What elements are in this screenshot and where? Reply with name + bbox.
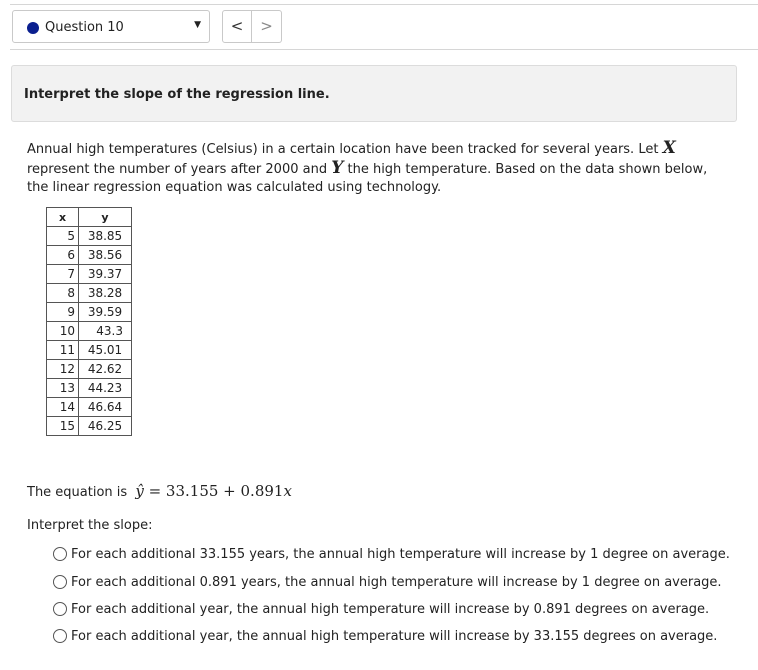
y-cell: 38.28	[79, 284, 132, 303]
math-var-x: X	[662, 138, 676, 158]
answer-option-text: For each additional 33.155 years, the annual high temperature will increase by 1 degree on average.	[71, 546, 730, 562]
y-cell: 39.37	[79, 265, 132, 284]
x-cell: 14	[47, 398, 79, 417]
dropdown-arrow-icon: ▼	[194, 20, 201, 30]
radio-button[interactable]	[53, 602, 67, 616]
regression-equation	[27, 482, 292, 500]
problem-statement	[27, 139, 732, 197]
question-label: Question 10	[45, 20, 124, 35]
answer-option-text: For each additional year, the annual high temperature will increase by 0.891 degrees on average.	[71, 601, 710, 617]
table-row	[47, 341, 132, 360]
y-cell: 45.01	[79, 341, 132, 360]
table-row	[47, 303, 132, 322]
equation-rhs: = 33.155 + 0.891	[143, 482, 284, 500]
equation-label: The equation is	[27, 485, 132, 500]
x-cell: 10	[47, 322, 79, 341]
table-row	[47, 379, 132, 398]
answer-option[interactable]	[53, 599, 709, 619]
column-header-y: y	[79, 208, 132, 227]
table-row	[47, 417, 132, 436]
equation-math	[135, 482, 292, 500]
answer-option[interactable]	[53, 544, 730, 564]
interpret-label: Interpret the slope:	[27, 518, 153, 533]
problem-text-2: represent the number of years after 2000 and	[27, 162, 332, 177]
table-header-row	[47, 208, 132, 227]
table-row	[47, 227, 132, 246]
radio-button[interactable]	[53, 575, 67, 589]
table-row	[47, 265, 132, 284]
x-cell: 9	[47, 303, 79, 322]
answer-option[interactable]	[53, 572, 722, 592]
chevron-left-icon: <	[230, 17, 244, 35]
equation-y-hat: ŷ	[135, 482, 144, 500]
math-var-y: Y	[331, 158, 344, 178]
question-selector[interactable]	[12, 10, 210, 43]
radio-button[interactable]	[53, 547, 67, 561]
chevron-right-icon: >	[260, 17, 273, 35]
equation-x-var: x	[283, 482, 292, 500]
y-cell: 44.23	[79, 379, 132, 398]
answer-option-text: For each additional 0.891 years, the annual high temperature will increase by 1 degree on average.	[71, 574, 722, 590]
header-divider	[10, 49, 758, 50]
y-cell: 38.85	[79, 227, 132, 246]
x-cell: 11	[47, 341, 79, 360]
x-cell: 8	[47, 284, 79, 303]
data-table	[46, 207, 132, 436]
table-row	[47, 360, 132, 379]
question-prompt: Interpret the slope of the regression line.	[24, 87, 330, 102]
y-cell: 42.62	[79, 360, 132, 379]
question-status-dot	[27, 22, 39, 34]
x-cell: 15	[47, 417, 79, 436]
x-cell: 6	[47, 246, 79, 265]
x-cell: 13	[47, 379, 79, 398]
y-cell: 38.56	[79, 246, 132, 265]
previous-question-button[interactable]	[222, 10, 252, 43]
y-cell: 46.25	[79, 417, 132, 436]
x-cell: 12	[47, 360, 79, 379]
radio-button[interactable]	[53, 629, 67, 643]
next-question-button[interactable]	[252, 10, 282, 43]
y-cell: 46.64	[79, 398, 132, 417]
table-row	[47, 284, 132, 303]
answer-option[interactable]	[53, 626, 717, 646]
table-row	[47, 398, 132, 417]
problem-text-1: Annual high temperatures (Celsius) in a certain location have been tracked for several years. Let	[27, 142, 663, 157]
prompt-box	[11, 65, 737, 122]
y-cell: 39.59	[79, 303, 132, 322]
x-cell: 7	[47, 265, 79, 284]
x-cell: 5	[47, 227, 79, 246]
problem-text-3: the high temperature. Based on the data shown below, the linear regression equation was calculated using technology.	[27, 162, 708, 195]
table-row	[47, 322, 132, 341]
y-cell: 43.3	[79, 322, 132, 341]
table-row	[47, 246, 132, 265]
top-divider	[10, 4, 758, 5]
answer-option-text: For each additional year, the annual high temperature will increase by 33.155 degrees on average.	[71, 628, 718, 644]
column-header-x: x	[47, 208, 79, 227]
